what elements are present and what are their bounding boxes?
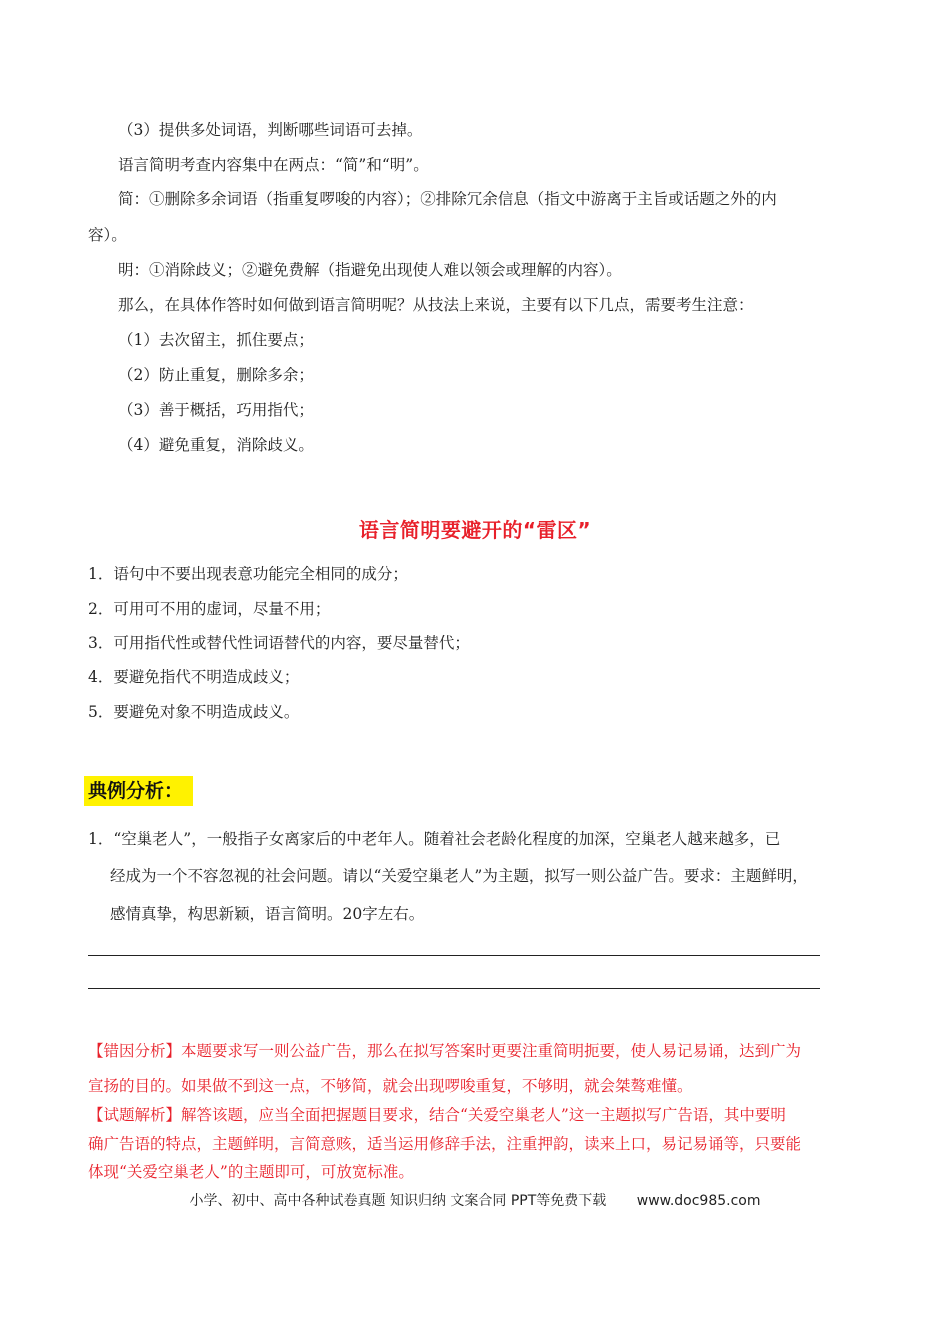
intro-point-3: （3）善于概括，巧用指代； xyxy=(118,401,314,419)
intro-point-4: （4）避免重复，消除歧义。 xyxy=(118,436,314,454)
question-line-1: 1．“空巢老人”，一般指子女离家后的中老年人。随着社会老龄化程度的加深，空巢老人越来越多，已 xyxy=(88,830,781,848)
intro-ming: 明：①消除歧义；②避免费解（指避免出现使人难以领会或理解的内容）。 xyxy=(118,261,622,279)
rule-item-2: 2．可用可不用的虚词，尽量不用； xyxy=(88,600,331,618)
intro-focus: 语言简明考查内容集中在两点：“简”和“明”。 xyxy=(118,156,429,174)
example-title: 典例分析： xyxy=(84,776,193,806)
intro-point-1: （1）去次留主，抓住要点； xyxy=(118,331,314,349)
footer-text: 小学、初中、高中各种试卷真题 知识归纳 文案合同 PPT等免费下载 xyxy=(189,1193,607,1209)
question-line-2: 经成为一个不容忽视的社会问题。请以“关爱空巢老人”为主题，拟写一则公益广告。要求：主题鲜明， xyxy=(110,867,808,885)
intro-question: 那么，在具体作答时如何做到语言简明呢？从技法上来说，主要有以下几点，需要考生注意： xyxy=(118,296,754,314)
answer-blank-line-2 xyxy=(88,988,820,989)
intro-item-3: （3）提供多处词语，判断哪些词语可去掉。 xyxy=(118,121,423,139)
error-analysis-line-1: 【错因分析】本题要求写一则公益广告，那么在拟写答案时更要注重简明扼要，使人易记易诵，达到广为 xyxy=(88,1042,802,1060)
intro-point-2: （2）防止重复，删除多余； xyxy=(118,366,314,384)
rule-item-4: 4．要避免指代不明造成歧义； xyxy=(88,668,300,686)
rule-item-1: 1．语句中不要出现表意功能完全相同的成分； xyxy=(88,565,408,583)
page-footer xyxy=(0,1190,950,1210)
section-heading: 语言简明要避开的“雷区” xyxy=(358,518,592,542)
intro-jian-line2: 容）。 xyxy=(88,226,127,244)
rule-item-3: 3．可用指代性或替代性词语替代的内容，要尽量替代； xyxy=(88,634,470,652)
question-line-3: 感情真挚，构思新颖，语言简明。20字左右。 xyxy=(110,905,425,923)
solution-line-1: 【试题解析】解答该题，应当全面把握题目要求，结合“关爱空巢老人”这一主题拟写广告语，其中要明 xyxy=(88,1106,786,1124)
intro-jian-line1: 简：①删除多余词语（指重复啰唆的内容）；②排除冗余信息（指文中游离于主旨或话题之外的内 xyxy=(118,190,777,208)
answer-blank-line-1 xyxy=(88,955,820,956)
rule-item-5: 5．要避免对象不明造成歧义。 xyxy=(88,703,300,721)
solution-line-2: 确广告语的特点，主题鲜明，言简意赅，适当运用修辞手法，注重押韵，读来上口，易记易诵等，只要能 xyxy=(88,1135,802,1153)
footer-url-link[interactable]: www.doc985.com xyxy=(636,1193,761,1209)
solution-line-3: 体现“关爱空巢老人”的主题即可，可放宽标准。 xyxy=(88,1163,414,1181)
error-analysis-line-2: 宣扬的目的。如果做不到这一点，不够简，就会出现啰唆重复，不够明，就会桀骜难懂。 xyxy=(88,1077,693,1095)
